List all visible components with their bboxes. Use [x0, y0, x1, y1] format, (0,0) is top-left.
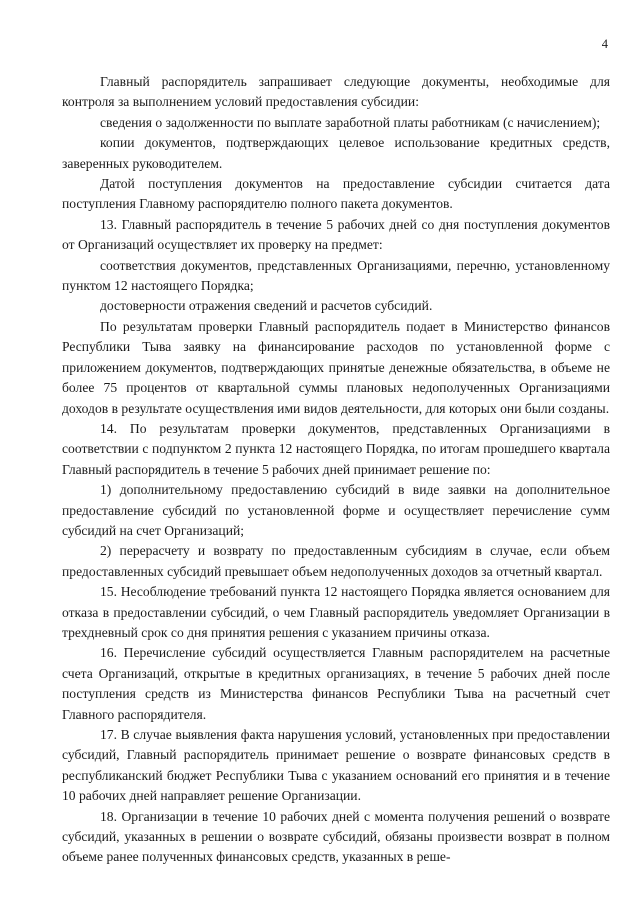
document-body [62, 72, 610, 868]
paragraph-accuracy: достоверности отражения сведений и расчетов субсидий. [100, 298, 433, 314]
paragraph-clause-14: 14. По результатам проверки документов, представленных Организациями в соответствии с подпунктом 2 пункта 12 настоящего Порядка, по итогам прошедшего квартала Главный распорядитель в течение 5 рабочих дней принимает решение по: [62, 420, 610, 477]
paragraph-clause-18: 18. Организации в течение 10 рабочих дней с момента получения решений о возврате субсидий, указанных в решении о возврате субсидий, обязаны произвести возврат в полном объеме ранее полученных финансовых средств, указанных в реше- [62, 808, 610, 865]
paragraph-compliance: соответствия документов, представленных Организациями, перечню, установленному пунктом 12 настоящего Порядка; [62, 257, 610, 294]
paragraph-clause-13: 13. Главный распорядитель в течение 5 рабочих дней со дня поступления документов от Организаций осуществляет их проверку на предмет: [62, 216, 610, 253]
paragraph-clause-17: 17. В случае выявления факта нарушения условий, установленных при предоставлении субсидий, Главный распорядитель принимает решение о возврате финансовых средств в республиканский бюджет Республики Тыва с указанием оснований его принятия и в течение 10 рабочих дней направляет решение Организации. [62, 727, 610, 804]
paragraph-docs-request: Главный распорядитель запрашивает следующие документы, необходимые для контроля за выполнением условий предоставления субсидии: [62, 74, 610, 110]
paragraph-receipt-date: Датой поступления документов на предоставление субсидии считается дата поступления Главному распорядителю полного пакета документов. [62, 176, 610, 212]
paragraph-clause-15: 15. Несоблюдение требований пункта 12 настоящего Порядка является основанием для отказа в предоставлении субсидий, о чем Главный распорядитель уведомляет Организации в трехдневный срок со дня принятия решения с указанием причины отказа. [62, 584, 610, 640]
paragraph-clause-14-item-1: 1) дополнительному предоставлению субсидий в виде заявки на дополнительное предоставление субсидий по установленной форме и осуществляет перечисление сумм субсидий на счет Организаций; [62, 482, 610, 538]
paragraph-funding-request: По результатам проверки Главный распорядитель подает в Министерство финансов Республики Тыва заявку на финансирование расходов по установленной форме с приложением документов, подтверждающих принятые денежные обязательства, в объеме не более 75 процентов от квартальной суммы плановых недополученных Организациями доходов в результате осуществления ими видов деятельности, для которых они были созданы. [62, 318, 610, 416]
paragraph-clause-16: 16. Перечисление субсидий осуществляется Главным распорядителем на расчетные счета Организаций, открытые в кредитных организациях, в течение 5 рабочих дней после поступления средств из Министерства финансов Республики Тыва на расчетный счет Главного распорядителя. [62, 645, 610, 722]
paragraph-credit-copies: копии документов, подтверждающих целевое использование кредитных средств, заверенных руководителем. [62, 135, 610, 171]
paragraph-clause-14-item-2: 2) перерасчету и возврату по предоставленным субсидиям в случае, если объем предоставленных субсидий превышает объем недополученных доходов за отчетный квартал. [62, 543, 610, 579]
page-number: 4 [601, 37, 608, 51]
paragraph-salary-debt: сведения о задолженности по выплате заработной платы работникам (с начислением); [100, 114, 601, 130]
